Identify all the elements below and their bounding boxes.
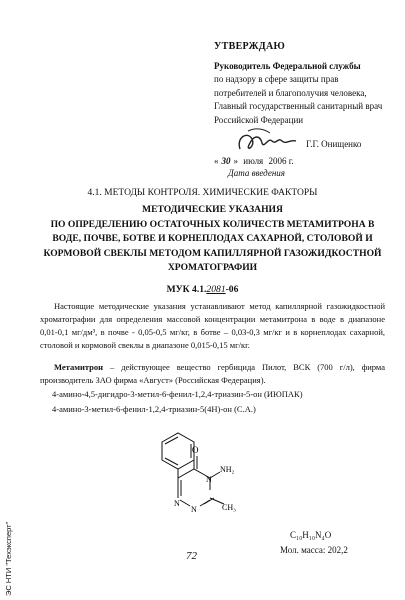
substance-term: Метамитрон xyxy=(54,362,104,372)
approval-block xyxy=(214,40,394,127)
page-number: 72 xyxy=(186,550,197,562)
entry-date-label: Дата введения xyxy=(228,168,285,178)
structural-formula xyxy=(140,420,280,520)
approval-heading: УТВЕРЖДАЮ xyxy=(214,41,286,52)
title-line-2: ПО ОПРЕДЕЛЕНИЮ ОСТАТОЧНЫХ КОЛИЧЕСТВ МЕТАМИТРОНА В xyxy=(50,218,375,230)
approval-line-4: Главный государственный санитарный врач xyxy=(214,101,383,111)
title-line-3: ВОДЕ, ПОЧВЕ, БОТВЕ И КОРНЕПЛОДАХ САХАРНОЙ, СТОЛОВОЙ И xyxy=(52,233,373,245)
date-quote-close: » xyxy=(233,156,238,166)
approval-line-2: по надзору в сфере защиты прав xyxy=(214,74,339,84)
atom-nh2: NH₂ xyxy=(220,465,235,474)
approval-line-1: Руководитель Федеральной службы xyxy=(214,60,361,71)
molecular-mass: Мол. масса: 202,2 xyxy=(280,545,348,555)
atom-n2: N xyxy=(191,505,197,514)
molecular-formula: C₁₀H₁₀N₄O xyxy=(290,530,332,540)
approval-date xyxy=(214,156,294,166)
section-heading: 4.1. МЕТОДЫ КОНТРОЛЯ. ХИМИЧЕСКИЕ ФАКТОРЫ xyxy=(87,188,318,198)
atom-ch3: CH₃ xyxy=(222,503,236,512)
muk-number xyxy=(0,284,405,295)
atom-o: O xyxy=(192,445,199,455)
approval-line-5: Российской Федерации xyxy=(214,114,304,125)
atom-n1: N xyxy=(174,499,180,508)
intro-text: Настоящие методические указания устанавливают метод капиллярной газожидкостной хроматографии для определения массовой концентрации метамитрона в воде в диапазоне 0,01-0,1 мг/дм³, в почве - 0,05-0,5 мг/кг, в ботве – 0,03-0,3 мг/кг и в корнеплодах сахарной, столовой и кормовой свеклы в диапазоне 0,015-0,15 мг/кг. xyxy=(40,301,385,350)
sidebar-watermark xyxy=(4,520,16,596)
substance-paragraph xyxy=(40,361,385,387)
title-line-5: ХРОМАТОГРАФИИ xyxy=(167,262,258,274)
approval-line-3: потребителей и благополучия человека, xyxy=(214,87,367,98)
signatory-name: Г.Г. Онищенко xyxy=(306,139,362,149)
muk-prefix: МУК 4.1. xyxy=(166,284,207,295)
date-year: 2006 г. xyxy=(268,156,294,166)
date-day: 30 xyxy=(221,156,231,166)
signature-scrawl xyxy=(234,127,304,157)
intro-paragraph xyxy=(40,300,385,352)
document-title xyxy=(20,203,405,276)
ca-name: 4-амино-3-метил-6-фенил-1,2,4-триазин-5(4H)-он (С.А.) xyxy=(52,404,256,414)
sidebar-text: ЭС НТИ "Техэксперт" xyxy=(4,521,13,596)
iupac-name: 4-амино-4,5-дигидро-3-метил-6-фенил-1,2,4-триазин-5-он (ИЮПАК) xyxy=(52,389,303,399)
date-month: июля xyxy=(243,156,264,166)
muk-handwritten-number: 2081 xyxy=(206,284,226,295)
atom-n4: N xyxy=(206,475,212,484)
muk-suffix: -06 xyxy=(225,284,239,295)
substance-description: – действующее вещество гербицида Пилот, ВСК (700 г/л), фирма производитель ЗАО фирма «Август» (Российская Федерация). xyxy=(40,362,385,385)
date-quote-open: « xyxy=(214,156,219,166)
title-line-1: МЕТОДИЧЕСКИЕ УКАЗАНИЯ xyxy=(142,204,283,215)
phenyl-ring xyxy=(162,433,194,469)
title-line-4: КОРМОВОЙ СВЕКЛЫ МЕТОДОМ КАПИЛЛЯРНОЙ ГАЗОЖИДКОСТНОЙ xyxy=(43,247,382,259)
